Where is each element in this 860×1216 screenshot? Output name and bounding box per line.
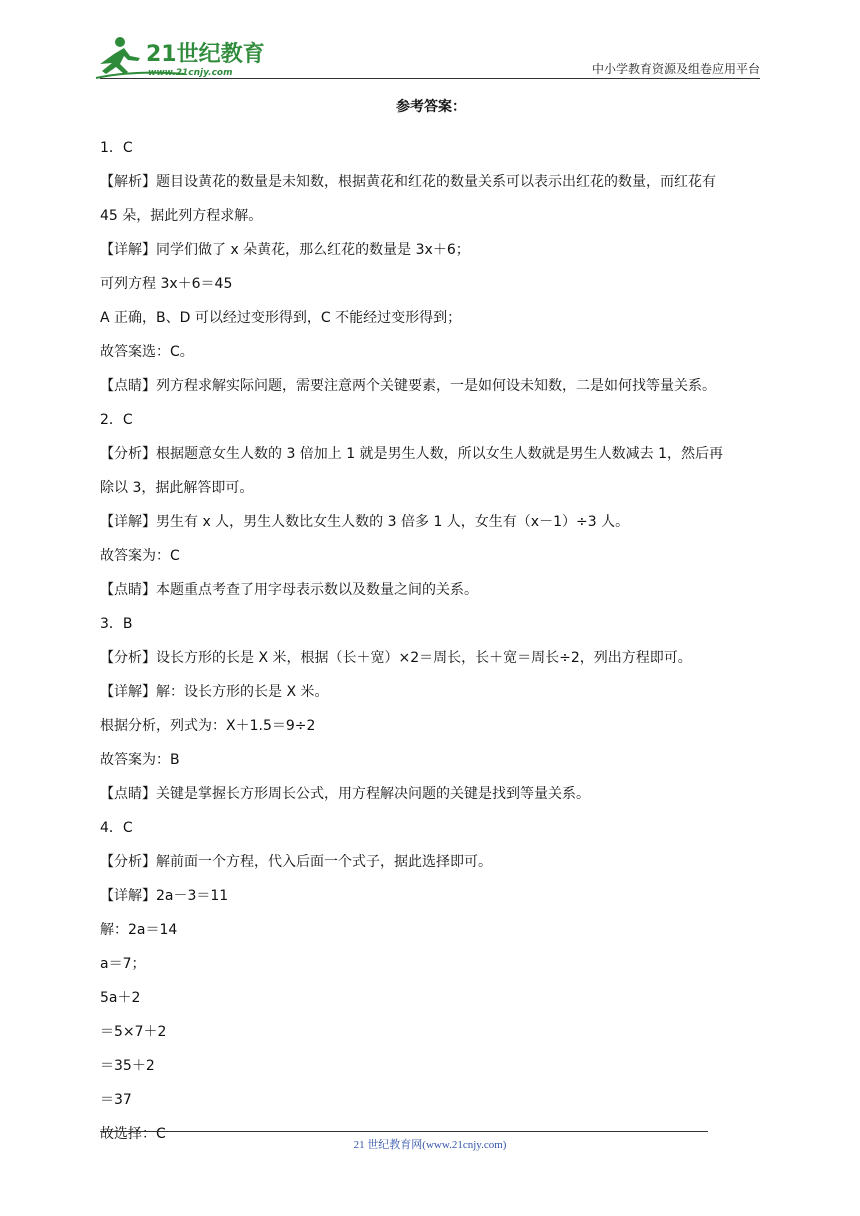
platform-name: 中小学教育资源及组卷应用平台	[591, 62, 760, 76]
header-divider	[100, 78, 760, 79]
answer-line: 解：2a＝14	[100, 922, 178, 938]
answer-line: 【分析】设长方形的长是 X 米，根据（长＋宽）×2＝周长，长＋宽＝周长÷2，列出方程即可。	[100, 650, 692, 666]
answer-line: 【点睛】列方程求解实际问题，需要注意两个关键要素，一是如何设未知数，二是如何找等量关系。	[100, 378, 716, 394]
page-title: 参考答案：	[396, 99, 466, 115]
answer-line: 4．C	[100, 820, 133, 836]
answer-line: 45 朵，据此列方程求解。	[100, 208, 263, 224]
answer-line: 5a＋2	[100, 990, 141, 1006]
answer-line: a＝7；	[100, 956, 146, 972]
answer-line: 故选择：C	[100, 1126, 166, 1142]
answer-line: 除以 3，据此解答即可。	[100, 480, 254, 496]
answer-line: 【分析】解前面一个方程，代入后面一个式子，据此选择即可。	[100, 854, 492, 870]
answer-line: A 正确，B、D 可以经过变形得到，C 不能经过变形得到；	[100, 310, 462, 326]
answer-line: 【点睛】关键是掌握长方形周长公式，用方程解决问题的关键是找到等量关系。	[100, 786, 590, 802]
answer-line: 【分析】根据题意女生人数的 3 倍加上 1 就是男生人数，所以女生人数就是男生人数减去 1，然后再	[100, 446, 723, 462]
answer-line: ＝5×7＋2	[100, 1024, 167, 1040]
answer-line: 故答案为：B	[100, 752, 180, 768]
answer-line: 根据分析，列式为：X＋1.5＝9÷2	[100, 718, 316, 734]
svg-text:www.21cnjy.com: www.21cnjy.com	[148, 68, 233, 78]
answer-line: 【详解】解：设长方形的长是 X 米。	[100, 684, 329, 700]
site-logo	[94, 34, 274, 82]
svg-text:21世纪教育: 21世纪教育	[146, 42, 265, 67]
runner-logo-icon	[94, 34, 274, 82]
answer-line: 2．C	[100, 412, 133, 428]
answer-lines	[100, 131, 762, 1151]
answer-line: 【详解】男生有 x 人，男生人数比女生人数的 3 倍多 1 人，女生有（x－1）÷3 人。	[100, 514, 630, 530]
answer-line: 1．C	[100, 140, 133, 156]
page-header	[0, 0, 860, 80]
answer-line: 可列方程 3x＋6＝45	[100, 276, 233, 292]
answer-line: ＝35＋2	[100, 1058, 155, 1074]
footer-divider	[100, 1131, 708, 1132]
answer-line: 3．B	[100, 616, 133, 632]
answer-line: ＝37	[100, 1092, 132, 1108]
page-footer: 21 世纪教育网(www.21cnjy.com)	[353, 1139, 507, 1151]
answer-line: 故答案选：C。	[100, 344, 194, 360]
answer-line: 【点睛】本题重点考查了用字母表示数以及数量之间的关系。	[100, 582, 478, 598]
answer-line: 【解析】题目设黄花的数量是未知数，根据黄花和红花的数量关系可以表示出红花的数量，而红花有	[100, 174, 716, 190]
answer-content	[100, 97, 762, 1151]
answer-line: 【详解】2a－3＝11	[100, 888, 229, 904]
answer-line: 【详解】同学们做了 x 朵黄花，那么红花的数量是 3x＋6；	[100, 242, 470, 258]
answer-line: 故答案为：C	[100, 548, 180, 564]
